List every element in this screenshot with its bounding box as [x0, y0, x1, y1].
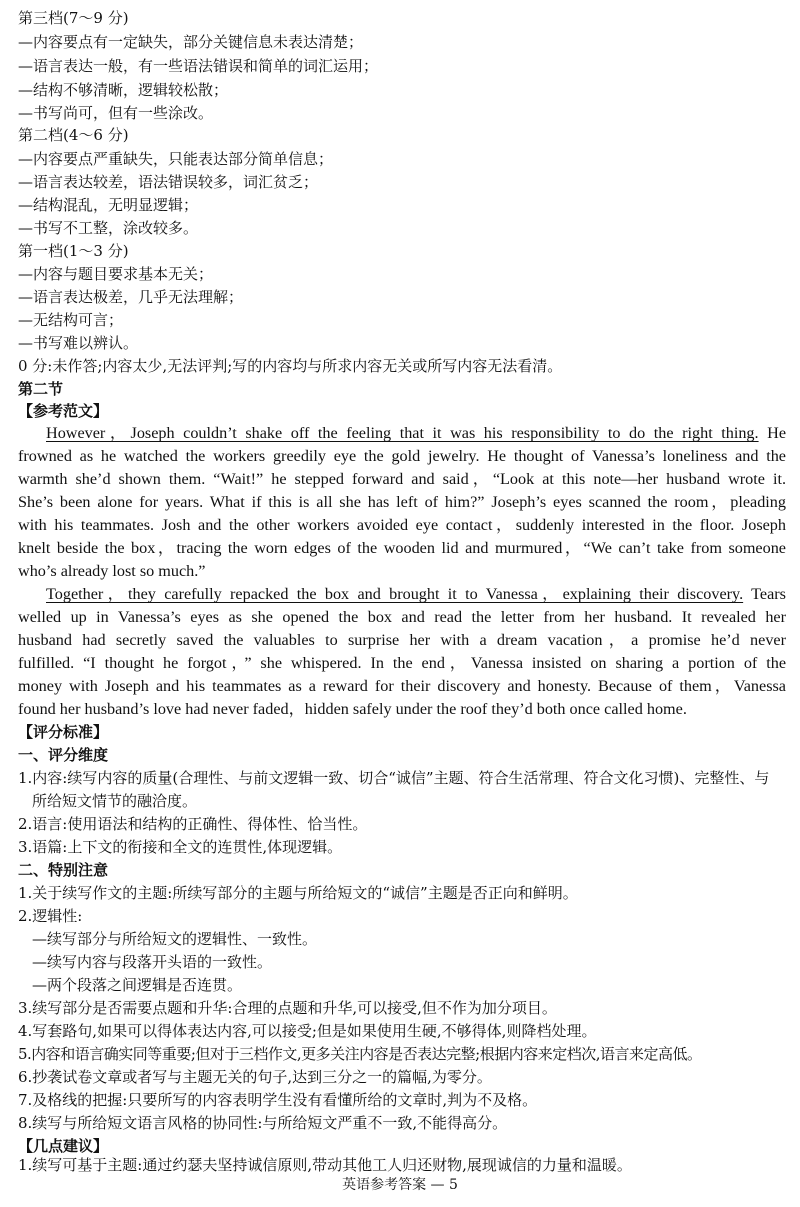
suggestions-heading: 【几点建议】	[18, 1137, 109, 1155]
model-essay-heading: 【参考范文】	[18, 402, 109, 420]
band2-item: —书写不工整，涂改较多。	[18, 219, 199, 237]
essay-line: She’s been alone for years. What if this is all she has left of him?” Joseph’s eyes scanned the room，pleading	[18, 493, 786, 511]
dimension-item: 1.内容:续写内容的质量(合理性、与前文逻辑一致、切合“诚信”主题、符合生活常理、符合文化习惯)、完整性、与	[18, 769, 770, 787]
band1-item: —语言表达极差，几乎无法理解；	[18, 288, 244, 306]
band3-item: —语言表达一般，有一些语法错误和简单的词汇运用；	[18, 57, 379, 75]
note-item: 4.写套路句,如果可以得体表达内容,可以接受;但是如果使用生硬,不够得体,则降档处理。	[18, 1022, 597, 1040]
note-item: 1.关于续写作文的主题:所续写部分的主题与所给短文的“诚信”主题是否正向和鲜明。	[18, 884, 578, 902]
notes-heading: 二、特别注意	[18, 861, 109, 879]
band3-item: —书写尚可，但有一些涂改。	[18, 104, 214, 122]
essay-line: husband had secretly saved the valuables to surprise her with a dream vacation，a promise he’d never	[18, 631, 786, 649]
band1-item: —内容与题目要求基本无关；	[18, 265, 214, 283]
essay-line: warmth she’d shown them. “Wait!” he stepped forward and said，“Look at this note—her husband wrote it.	[18, 470, 786, 488]
essay-line: who’s already lost so much.”	[18, 562, 206, 580]
note-item: 5.内容和语言确实同等重要;但对于三档作文,更多关注内容是否表达完整;根据内容来定档次,语言来定高低。	[18, 1045, 702, 1063]
section-heading: 第二节	[18, 380, 64, 398]
essay-text: He	[758, 424, 786, 442]
band1-item: —书写难以辨认。	[18, 334, 139, 352]
essay-text: Tears	[743, 585, 786, 603]
dimension-item: 3.语篇:上下文的衔接和全文的连贯性,体现逻辑。	[18, 838, 343, 856]
band3-title: 第三档(7～9 分)	[18, 9, 129, 27]
note-subitem: —续写部分与所给短文的逻辑性、一致性。	[32, 930, 318, 948]
note-subitem: —续写内容与段落开头语的一致性。	[32, 953, 273, 971]
band2-item: —语言表达较差，语法错误较多，词汇贫乏；	[18, 173, 319, 191]
dimension-item: 2.语言:使用语法和结构的正确性、得体性、恰当性。	[18, 815, 368, 833]
essay-p1-opening-sentence: However，Joseph couldn’t shake off the feeling that it was his responsibility to do the right thing.	[46, 424, 759, 442]
dimension-item-cont: 所给短文情节的融洽度。	[32, 792, 198, 810]
band1-title: 第一档(1～3 分)	[18, 242, 129, 260]
zero-score-rule: 0 分:未作答;内容太少,无法评判;写的内容均与所求内容无关或所写内容无法看清。	[18, 357, 563, 375]
criteria-heading: 【评分标准】	[18, 723, 109, 741]
note-item: 7.及格线的把握:只要所写的内容表明学生没有看懂所给的文章时,判为不及格。	[18, 1091, 538, 1109]
band3-item: —结构不够清晰，逻辑较松散；	[18, 81, 229, 99]
dimensions-heading: 一、评分维度	[18, 746, 109, 764]
band3-item: —内容要点有一定缺失，部分关键信息未表达清楚；	[18, 33, 364, 51]
note-item: 6.抄袭试卷文章或者写与主题无关的句子,达到三分之一的篇幅,为零分。	[18, 1068, 492, 1086]
band2-item: —结构混乱，无明显逻辑；	[18, 196, 199, 214]
essay-line: with his teammates. Josh and the other workers avoided eye contact，suddenly interested in the floor. Joseph	[18, 516, 786, 534]
essay-line: money with Joseph and his teammates as a reward for their discovery and honesty. Because of them，Vanessa	[18, 677, 786, 695]
note-item: 2.逻辑性:	[18, 907, 83, 925]
note-subitem: —两个段落之间逻辑是否连贯。	[32, 976, 243, 994]
essay-line: fulfilled. “I thought he forgot，” she whispered. In the end，Vanessa insisted on sharing a portion of the	[18, 654, 786, 672]
note-item: 8.续写与所给短文语言风格的协同性:与所给短文严重不一致,不能得高分。	[18, 1114, 508, 1132]
band2-title: 第二档(4～6 分)	[18, 126, 129, 144]
essay-line: frowned as he watched the workers greedily eye the gold jewelry. He thought of Vanessa’s loneliness and the	[18, 447, 786, 465]
essay-line: knelt beside the box，tracing the worn edges of the wooden lid and murmured，“We can’t take from someone	[18, 539, 786, 557]
band1-item: —无结构可言；	[18, 311, 124, 329]
essay-line: found her husband’s love had never faded，hidden safely under the roof they’d both once called home.	[18, 700, 687, 718]
note-item: 3.续写部分是否需要点题和升华:合理的点题和升华,可以接受,但不作为加分项目。	[18, 999, 557, 1017]
band2-item: —内容要点严重缺失，只能表达部分简单信息；	[18, 150, 334, 168]
essay-line	[18, 421, 786, 445]
essay-line	[18, 582, 786, 606]
essay-p2-opening-sentence: Together，they carefully repacked the box and brought it to Vanessa，explaining their discovery.	[46, 585, 744, 603]
suggestion-item: 1.续写可基于主题:通过约瑟夫坚持诚信原则,带动其他工人归还财物,展现诚信的力量和温暖。	[18, 1156, 632, 1174]
essay-line: welled up in Vanessa’s eyes as she opened the box and read the letter from her husband. It revealed her	[18, 608, 786, 626]
page-footer: 英语参考答案 — 5	[342, 1177, 458, 1193]
